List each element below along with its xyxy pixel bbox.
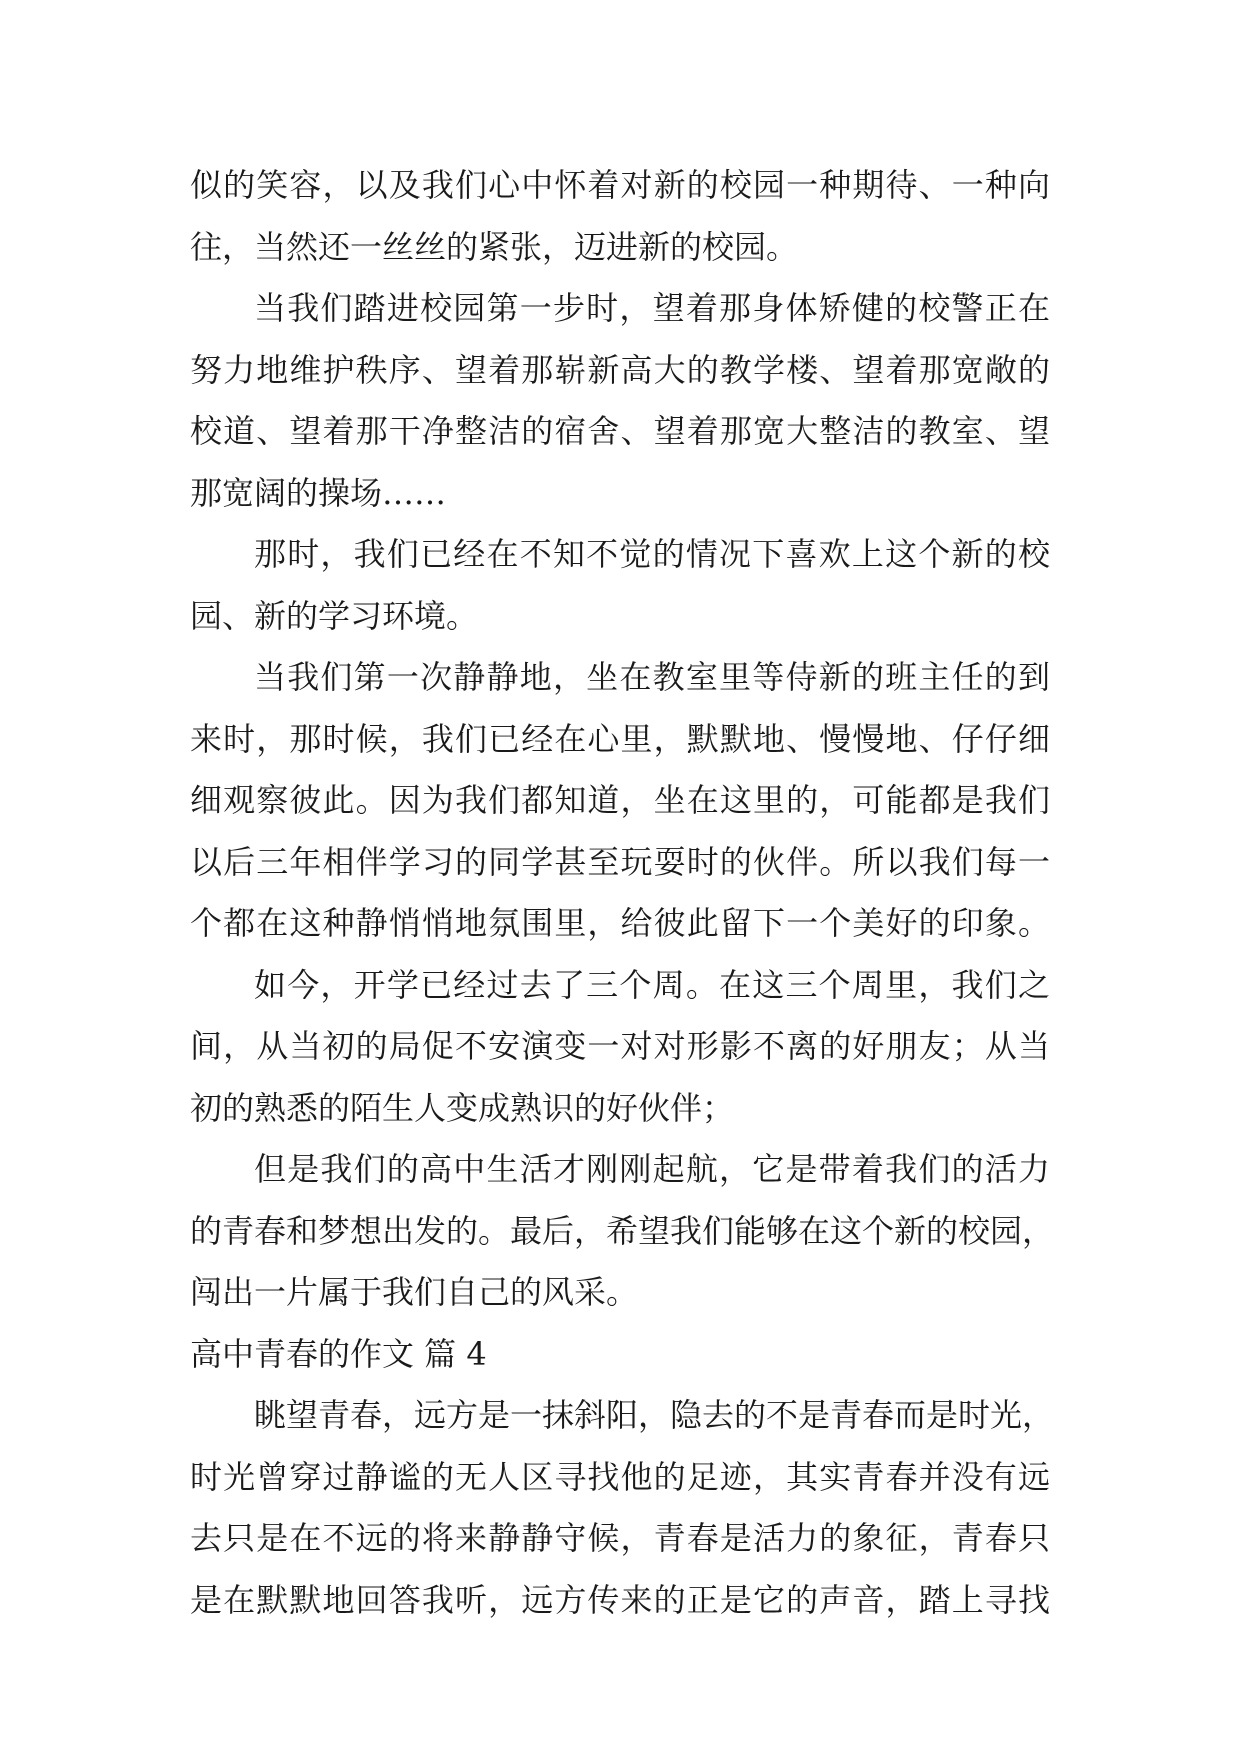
- paragraph-first-line: 眺望青春，远方是一抹斜阳，隐去的不是青春而是时光，: [254, 1396, 1055, 1434]
- text-line: 来时，那时候，我们已经在心里，默默地、慢慢地、仔仔细: [190, 719, 1050, 758]
- text-line: 努力地维护秩序、望着那崭新高大的教学楼、望着那宽敞的: [190, 350, 1050, 389]
- text-line: 间，从当初的局促不安演变一对对形影不离的好朋友；从当: [190, 1027, 1050, 1065]
- text-line: 往，当然还一丝丝的紧张，迈进新的校园。: [190, 227, 799, 266]
- document-page: [190, 155, 1055, 1631]
- text-line: 时光曾穿过静谧的无人区寻找他的足迹，其实青春并没有远: [190, 1457, 1050, 1496]
- text-line: 那宽阔的操场……: [190, 473, 447, 512]
- text-line: 校道、望着那干净整洁的宿舍、望着那宽大整洁的教室、望: [190, 412, 1050, 450]
- paragraph-first-line: 但是我们的高中生活才刚刚起航，它是带着我们的活力: [254, 1150, 1050, 1188]
- paragraph-first-line: 当我们第一次静静地，坐在教室里等侍新的班主任的到: [254, 658, 1050, 696]
- text-line: 似的笑容，以及我们心中怀着对新的校园一种期待、一种向: [190, 166, 1050, 204]
- paragraph-first-line: 那时，我们已经在不知不觉的情况下喜欢上这个新的校: [254, 535, 1050, 573]
- text-line: 以后三年相伴学习的同学甚至玩耍时的伙伴。所以我们每一: [190, 842, 1050, 881]
- text-line: 是在默默地回答我听，远方传来的正是它的声音，踏上寻找: [190, 1580, 1050, 1619]
- paragraph-first-line: 当我们踏进校园第一步时，望着那身体矫健的校警正在: [254, 289, 1050, 327]
- text-line: 去只是在不远的将来静静守候，青春是活力的象征，青春只: [190, 1519, 1050, 1557]
- text-line: 闯出一片属于我们自己的风采。: [190, 1273, 639, 1311]
- text-line: 园、新的学习环境。: [190, 596, 479, 635]
- text-line: 的青春和梦想出发的。最后，希望我们能够在这个新的校园，: [190, 1211, 1055, 1250]
- section-heading: 高中青春的作文 篇 4: [190, 1334, 487, 1373]
- text-line: 细观察彼此。因为我们都知道，坐在这里的，可能都是我们: [190, 781, 1050, 819]
- text-line: 个都在这种静悄悄地氛围里，给彼此留下一个美好的印象。: [190, 904, 1050, 942]
- text-line: 初的熟悉的陌生人变成熟识的好伙伴；: [190, 1088, 735, 1127]
- paragraph-first-line: 如今，开学已经过去了三个周。在这三个周里，我们之: [254, 965, 1050, 1004]
